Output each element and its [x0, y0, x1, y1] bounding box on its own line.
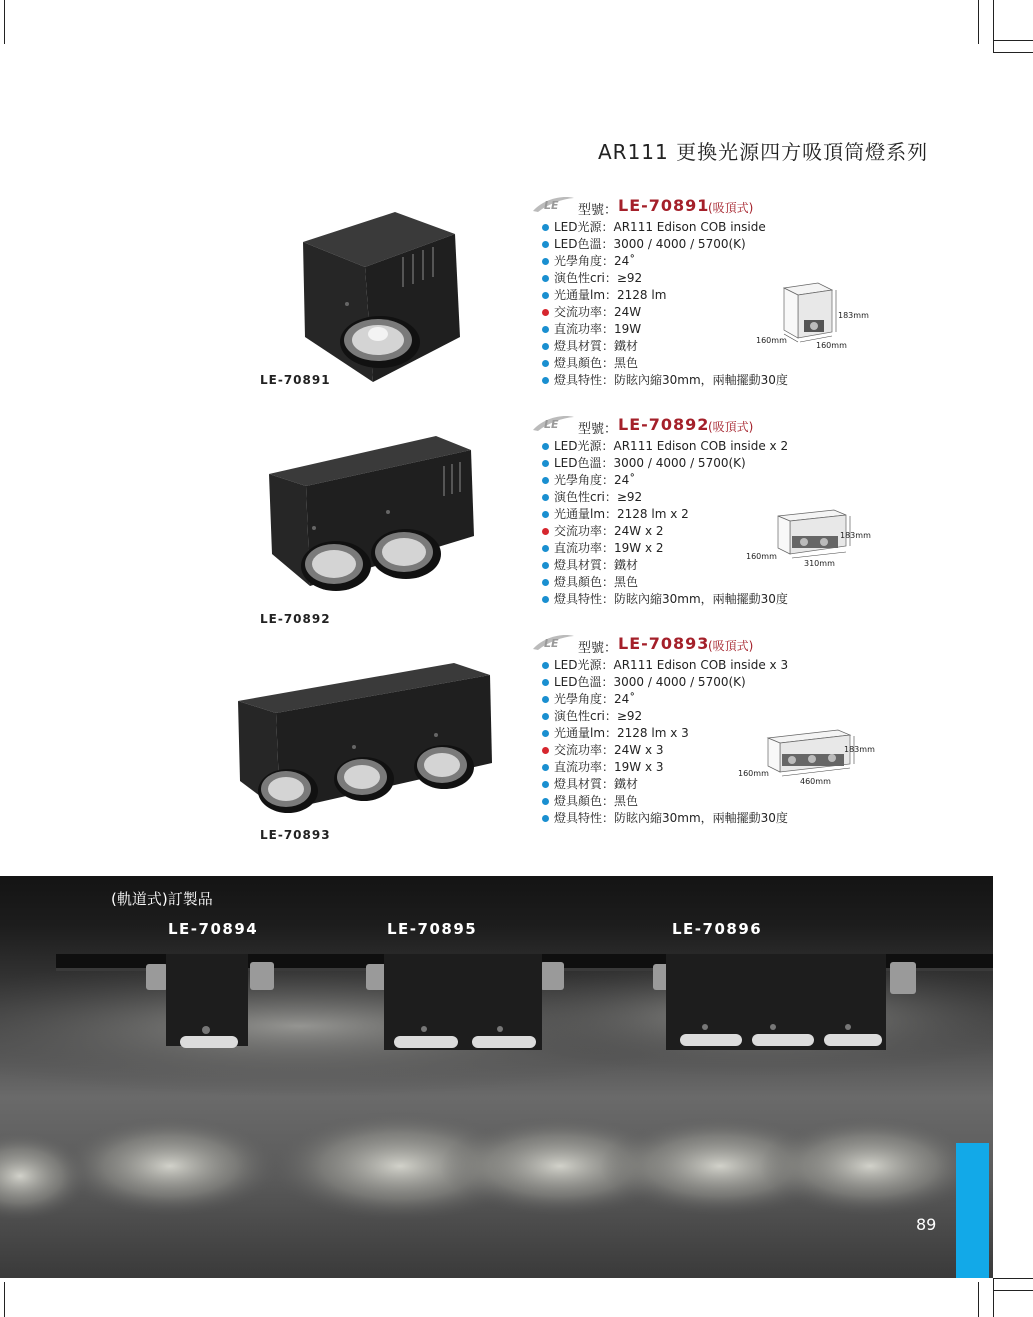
bullet-icon	[542, 494, 549, 501]
crop-mark	[993, 0, 994, 52]
dimension-depth: 160mm	[746, 552, 777, 561]
crop-mark	[978, 1282, 979, 1317]
bullet-icon	[542, 258, 549, 265]
svg-text:LE: LE	[544, 199, 559, 212]
spec-item	[530, 793, 830, 810]
spec-text: 燈具材質：鐵材	[554, 339, 639, 353]
spec-item	[530, 355, 830, 372]
spec-item	[530, 472, 830, 489]
spec-item	[530, 691, 830, 708]
bullet-icon	[542, 377, 549, 384]
model-label: 型號：	[578, 422, 618, 437]
spec-item	[530, 236, 830, 253]
bullet-icon	[542, 224, 549, 231]
bullet-icon	[542, 477, 549, 484]
spec-text: 交流功率：24W x 3	[554, 743, 664, 757]
bullet-icon	[542, 662, 549, 669]
spec-item	[530, 219, 830, 236]
crop-mark	[993, 1278, 1033, 1279]
bullet-icon	[542, 528, 549, 535]
spec-text: 燈具顏色：黑色	[554, 575, 639, 589]
model-label: 型號：	[578, 641, 618, 656]
spec-text: 燈具顏色：黑色	[554, 356, 639, 370]
spec-text: 燈具特性：防眩內縮30mm，兩軸擺動30度	[554, 811, 788, 825]
page-title: AR111 更換光源四方吸頂筒燈系列	[598, 140, 929, 164]
spec-item	[530, 674, 830, 691]
model-number: LE-70892	[618, 415, 710, 434]
crop-mark	[993, 40, 1033, 41]
bullet-icon	[542, 275, 549, 282]
spec-text: 燈具顏色：黑色	[554, 794, 639, 808]
dimension-height: 183mm	[838, 311, 869, 320]
bullet-icon	[542, 545, 549, 552]
le-logo-icon	[530, 633, 576, 653]
page-number: 89	[916, 1215, 937, 1234]
spec-text: 燈具材質：鐵材	[554, 558, 639, 572]
bullet-icon	[542, 713, 549, 720]
bullet-icon	[542, 443, 549, 450]
bullet-icon	[542, 696, 549, 703]
product-caption: LE-70891	[260, 373, 331, 387]
track-light-photo	[0, 876, 993, 1278]
spec-item	[530, 455, 830, 472]
spec-text: 光學角度：24˚	[554, 692, 636, 706]
spec-text: 直流功率：19W x 2	[554, 541, 664, 555]
spec-item	[530, 489, 830, 506]
track-section-label: (軌道式)訂製品	[111, 890, 213, 908]
dimension-height: 183mm	[844, 745, 875, 754]
bullet-icon	[542, 747, 549, 754]
spec-text: 燈具特性：防眩內縮30mm，兩軸擺動30度	[554, 592, 788, 606]
bullet-icon	[542, 596, 549, 603]
bullet-icon	[542, 343, 549, 350]
spec-text: 光學角度：24˚	[554, 254, 636, 268]
product-photo-le-70892	[266, 436, 476, 591]
model-number: LE-70893	[618, 634, 710, 653]
bullet-icon	[542, 579, 549, 586]
dimension-width: 460mm	[800, 777, 831, 786]
spec-item	[530, 372, 830, 389]
dimension-height: 183mm	[840, 531, 871, 540]
crop-mark	[4, 0, 5, 44]
spec-item	[530, 657, 830, 674]
crop-mark	[993, 1290, 1033, 1291]
spec-item	[530, 708, 830, 725]
track-model-label: LE-70894	[168, 920, 259, 938]
bullet-icon	[542, 292, 549, 299]
bullet-icon	[542, 360, 549, 367]
crop-mark	[978, 0, 979, 44]
model-label: 型號：	[578, 203, 618, 218]
spec-text: LED色溫：3000 / 4000 / 5700(K)	[554, 675, 746, 689]
dimension-drawing-le-70893	[734, 728, 904, 790]
le-logo-icon	[530, 414, 576, 434]
bullet-icon	[542, 815, 549, 822]
crop-mark	[993, 1278, 994, 1317]
dimension-drawing-le-70892	[742, 508, 902, 570]
bullet-icon	[542, 326, 549, 333]
spec-text: 演色性cri：≥92	[554, 490, 643, 504]
product-photo-le-70893	[236, 663, 494, 815]
product-photo-le-70891	[295, 212, 465, 387]
spec-text: 演色性cri：≥92	[554, 709, 643, 723]
spec-text: 光通量lm：2128 lm x 2	[554, 507, 689, 521]
bullet-icon	[542, 798, 549, 805]
spec-text: 直流功率：19W x 3	[554, 760, 664, 774]
crop-mark	[4, 1282, 5, 1317]
track-light-scene	[0, 876, 993, 1278]
svg-text:LE: LE	[544, 418, 559, 431]
bullet-icon	[542, 460, 549, 467]
spec-text: 光通量lm：2128 lm x 3	[554, 726, 689, 740]
dimension-drawing-le-70891	[752, 280, 902, 352]
track-model-label: LE-70896	[672, 920, 763, 938]
spec-text: LED色溫：3000 / 4000 / 5700(K)	[554, 456, 746, 470]
spec-text: LED光源：AR111 Edison COB inside x 3	[554, 658, 789, 672]
le-logo-icon	[530, 195, 576, 215]
bullet-icon	[542, 730, 549, 737]
spec-text: LED光源：AR111 Edison COB inside	[554, 220, 766, 234]
spec-item	[530, 253, 830, 270]
model-number: LE-70891	[618, 196, 710, 215]
spec-text: LED色溫：3000 / 4000 / 5700(K)	[554, 237, 746, 251]
spec-item	[530, 438, 830, 455]
bullet-icon	[542, 562, 549, 569]
dimension-depth: 160mm	[756, 336, 787, 345]
section-tab	[956, 1143, 989, 1278]
dimension-depth: 160mm	[738, 769, 769, 778]
mount-type: (吸頂式)	[708, 201, 754, 215]
spec-text: 燈具特性：防眩內縮30mm，兩軸擺動30度	[554, 373, 788, 387]
bullet-icon	[542, 241, 549, 248]
spec-text: 直流功率：19W	[554, 322, 642, 336]
bullet-icon	[542, 764, 549, 771]
bullet-icon	[542, 309, 549, 316]
spec-text: 光通量lm：2128 lm	[554, 288, 667, 302]
spec-item	[530, 574, 830, 591]
svg-text:LE: LE	[544, 637, 559, 650]
crop-mark	[993, 52, 1033, 53]
spec-text: 交流功率：24W x 2	[554, 524, 664, 538]
product-caption: LE-70893	[260, 828, 331, 842]
dimension-width: 310mm	[804, 559, 835, 568]
bullet-icon	[542, 781, 549, 788]
spec-item	[530, 591, 830, 608]
mount-type: (吸頂式)	[708, 420, 754, 434]
spec-item	[530, 810, 830, 827]
spec-text: LED光源：AR111 Edison COB inside x 2	[554, 439, 789, 453]
spec-text: 光學角度：24˚	[554, 473, 636, 487]
track-model-label: LE-70895	[387, 920, 478, 938]
bullet-icon	[542, 511, 549, 518]
product-caption: LE-70892	[260, 612, 331, 626]
spec-text: 交流功率：24W	[554, 305, 642, 319]
mount-type: (吸頂式)	[708, 639, 754, 653]
dimension-width: 160mm	[816, 341, 847, 350]
bullet-icon	[542, 679, 549, 686]
spec-text: 演色性cri：≥92	[554, 271, 643, 285]
spec-text: 燈具材質：鐵材	[554, 777, 639, 791]
